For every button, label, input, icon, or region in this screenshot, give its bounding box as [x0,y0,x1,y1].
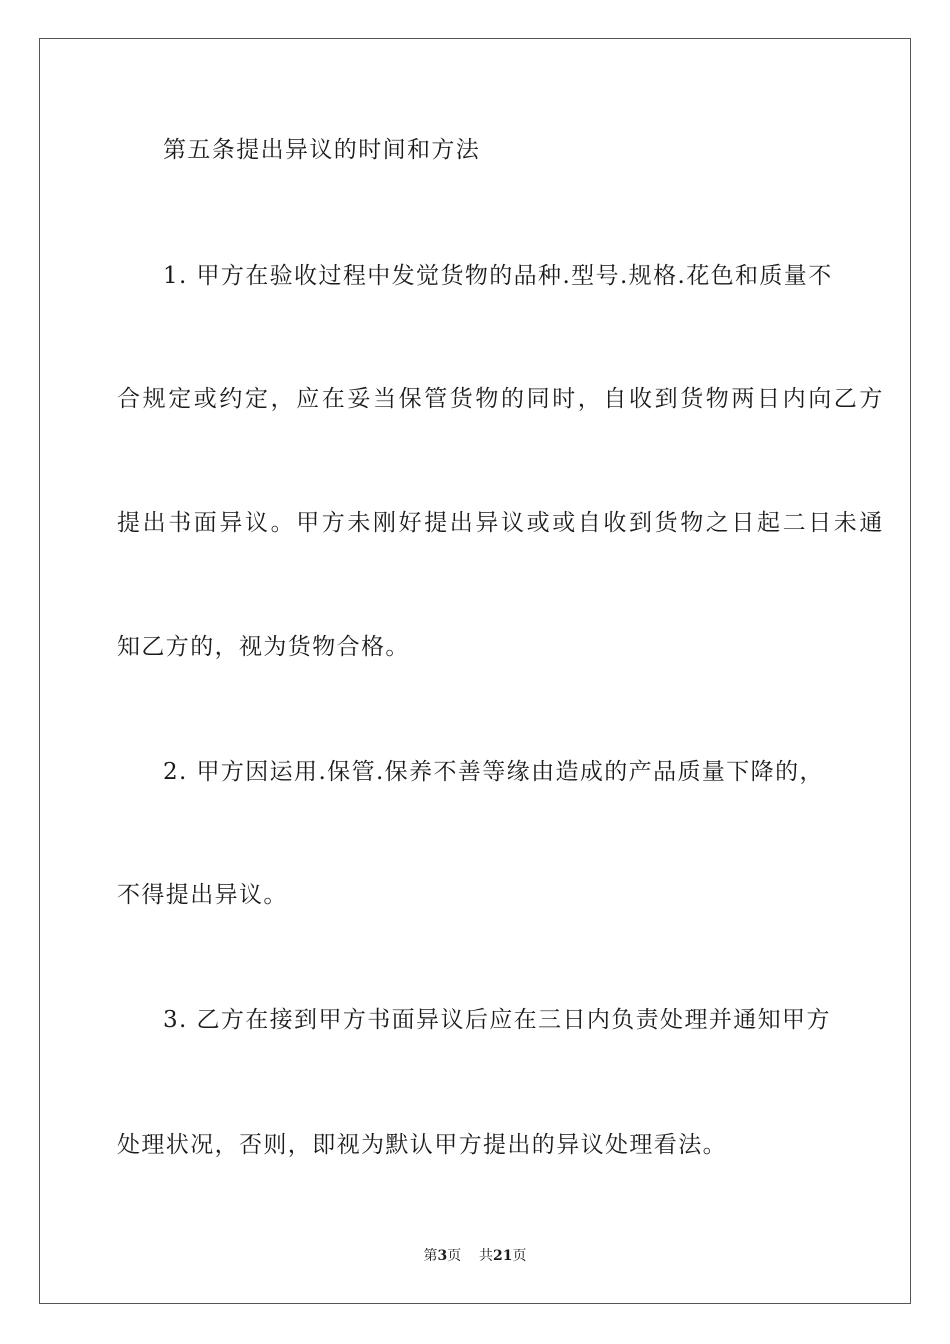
section-heading: 第五条提出异议的时间和方法 [163,137,481,163]
paragraph-1-line-3: 提出书面异议。甲方未刚好提出异议或或自收到货物之日起二日未通 [117,510,885,536]
page-number: 3 [437,1248,448,1264]
paragraph-2-line-1: 2. 甲方因运用.保管.保养不善等缘由造成的产品质量下降的， [163,759,824,785]
paragraph-1-line-4: 知乙方的，视为货物合格。 [117,634,410,660]
paragraph-1-line-2: 合规定或约定，应在妥当保管货物的同时，自收到货物两日内向乙方 [117,386,885,412]
total-prefix: 共 [479,1248,494,1264]
paragraph-1-line-1: 1. 甲方在验收过程中发觉货物的品种.型号.规格.花色和质量不 [163,263,833,289]
total-pages: 21 [493,1248,513,1264]
paragraph-2-line-2: 不得提出异议。 [117,882,288,908]
page-footer [0,1247,950,1265]
page-prefix: 第 [423,1248,438,1264]
total-suffix: 页 [512,1248,527,1264]
page-suffix: 页 [447,1248,462,1264]
page-frame [39,38,911,1304]
paragraph-3-line-2: 处理状况，否则，即视为默认甲方提出的异议处理看法。 [117,1132,727,1158]
paragraph-3-line-1: 3. 乙方在接到甲方书面异议后应在三日内负责处理并通知甲方 [163,1007,831,1033]
